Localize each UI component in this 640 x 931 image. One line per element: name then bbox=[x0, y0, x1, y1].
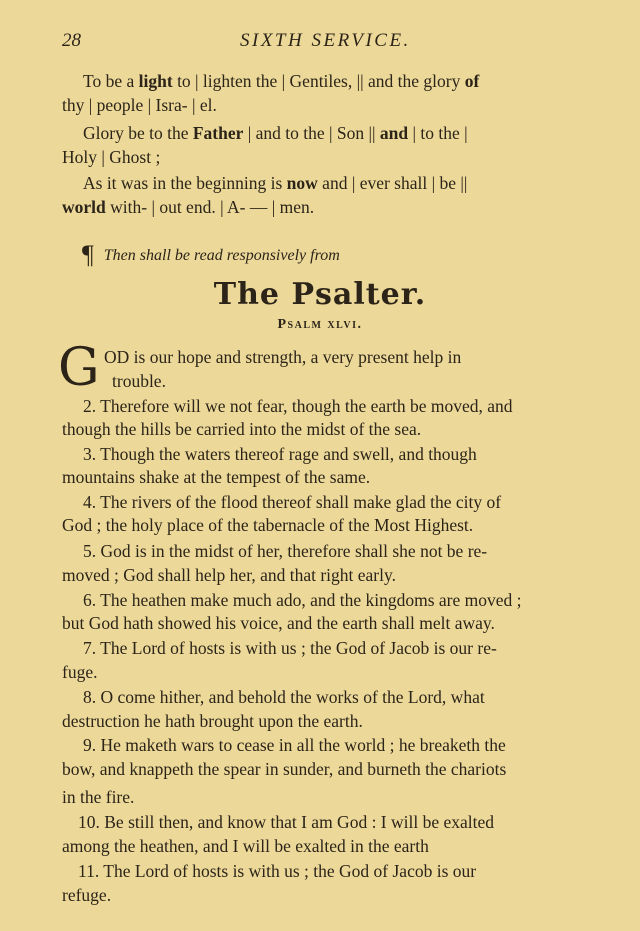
verse-4-line-2: God ; the holy place of the tabernacle of the Most Highest. bbox=[62, 515, 474, 535]
verse-8-line-2: destruction he hath brought upon the earth. bbox=[62, 711, 363, 731]
drop-cap: G bbox=[58, 338, 100, 398]
verse-10-line-2: among the heathen, and I will be exalted in the earth bbox=[62, 836, 429, 856]
verse-11-line-2: refuge. bbox=[62, 885, 112, 905]
page-number: 28 bbox=[62, 30, 81, 51]
verse-8-line-1: 8. O come hither, and behold the works of the Lord, what bbox=[83, 687, 485, 707]
canticle-line-6: world with- | out end. | A- — | men. bbox=[62, 197, 315, 217]
canticle-text: To be a light to | lighten the | Gentiles, || and the glory of bbox=[83, 71, 480, 91]
canticle-line-3: Glory be to the Father | and to the | Son || and | to the | bbox=[83, 123, 468, 143]
verse-7-line-2: fuge. bbox=[62, 662, 98, 682]
verse-4-line-1: 4. The rivers of the flood thereof shall make glad the city of bbox=[83, 492, 502, 512]
canticle-line-1 bbox=[83, 70, 601, 92]
verse-5-line-1: 5. God is in the midst of her, therefore shall she not be re- bbox=[83, 541, 488, 561]
psalter-heading: The Psalter. bbox=[213, 277, 427, 312]
canticle-line-2: thy | people | Isra- | el. bbox=[62, 95, 217, 115]
verse-7-line-1: 7. The Lord of hosts is with us ; the God of Jacob is our re- bbox=[83, 638, 497, 658]
verse-1-line-2: trouble. bbox=[112, 371, 166, 391]
verse-9-line-1: 9. He maketh wars to cease in all the world ; he breaketh the bbox=[83, 735, 506, 755]
running-head: SIXTH SERVICE. bbox=[240, 30, 411, 51]
verse-9-line-2: bow, and knappeth the spear in sunder, and burneth the chariots bbox=[62, 759, 507, 779]
psalm-number: Psalm xlvi. bbox=[277, 317, 363, 332]
rubric-text: Then shall be read responsively from bbox=[103, 247, 340, 264]
verse-3-line-1: 3. Though the waters thereof rage and swell, and though bbox=[83, 444, 477, 464]
verse-1-line-1: OD is our hope and strength, a very present help in bbox=[104, 347, 462, 367]
verse-3-line-2: mountains shake at the tempest of the same. bbox=[62, 467, 371, 487]
verse-11-line-1: 11. The Lord of hosts is with us ; the God of Jacob is our bbox=[78, 861, 477, 881]
verse-5-line-2: moved ; God shall help her, and that right early. bbox=[62, 565, 396, 585]
canticle-line-4: Holy | Ghost ; bbox=[62, 147, 161, 167]
rubric bbox=[82, 240, 340, 270]
page-header bbox=[62, 30, 542, 54]
canticle-line-5: As it was in the beginning is now and | ever shall | be || bbox=[83, 173, 468, 193]
verse-10-line-1: 10. Be still then, and know that I am God : I will be exalted bbox=[78, 812, 495, 832]
verse-2-line-1: 2. Therefore will we not fear, though the earth be moved, and bbox=[83, 396, 513, 416]
verse-6-line-1: 6. The heathen make much ado, and the kingdoms are moved ; bbox=[83, 590, 522, 610]
pilcrow-icon: ¶ bbox=[82, 240, 94, 269]
verse-6-line-2: but God hath showed his voice, and the earth shall melt away. bbox=[62, 613, 495, 633]
verse-9-line-3: in the fire. bbox=[62, 787, 135, 807]
verse-2-line-2: though the hills be carried into the midst of the sea. bbox=[62, 419, 422, 439]
